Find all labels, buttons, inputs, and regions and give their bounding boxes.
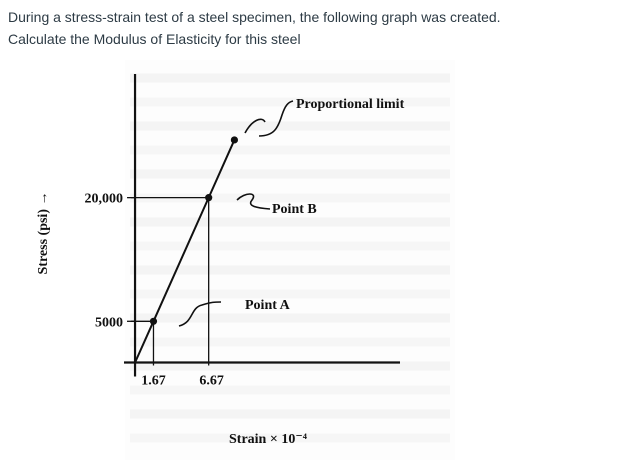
y-tick-label-5000: 5000	[95, 315, 124, 331]
proportional-limit-label: Proportional limit	[296, 97, 405, 112]
point-a-label: Point A	[245, 298, 290, 313]
question-line-2: Calculate the Modulus of Elasticity for this steel	[8, 31, 301, 47]
y-axis-label: Stress (psi) →	[36, 191, 51, 275]
question-text	[8, 6, 608, 50]
background-texture	[125, 60, 455, 460]
stress-strain-chart	[0, 50, 621, 467]
point-a-marker	[150, 318, 157, 325]
point-b-label: Point B	[272, 202, 317, 217]
x-axis-label: Strain × 10⁻⁴	[229, 432, 307, 447]
question-line-1: During a stress-strain test of a steel specimen, the following graph was created.	[8, 9, 501, 25]
point-b-marker	[205, 194, 212, 201]
proportional-limit-marker	[231, 136, 238, 143]
stress-strain-figure	[0, 50, 621, 467]
x-tick-label-1-67: 1.67	[141, 373, 166, 389]
x-tick-label-6-67: 6.67	[199, 373, 224, 389]
y-tick-label-20000: 20,000	[84, 191, 124, 207]
